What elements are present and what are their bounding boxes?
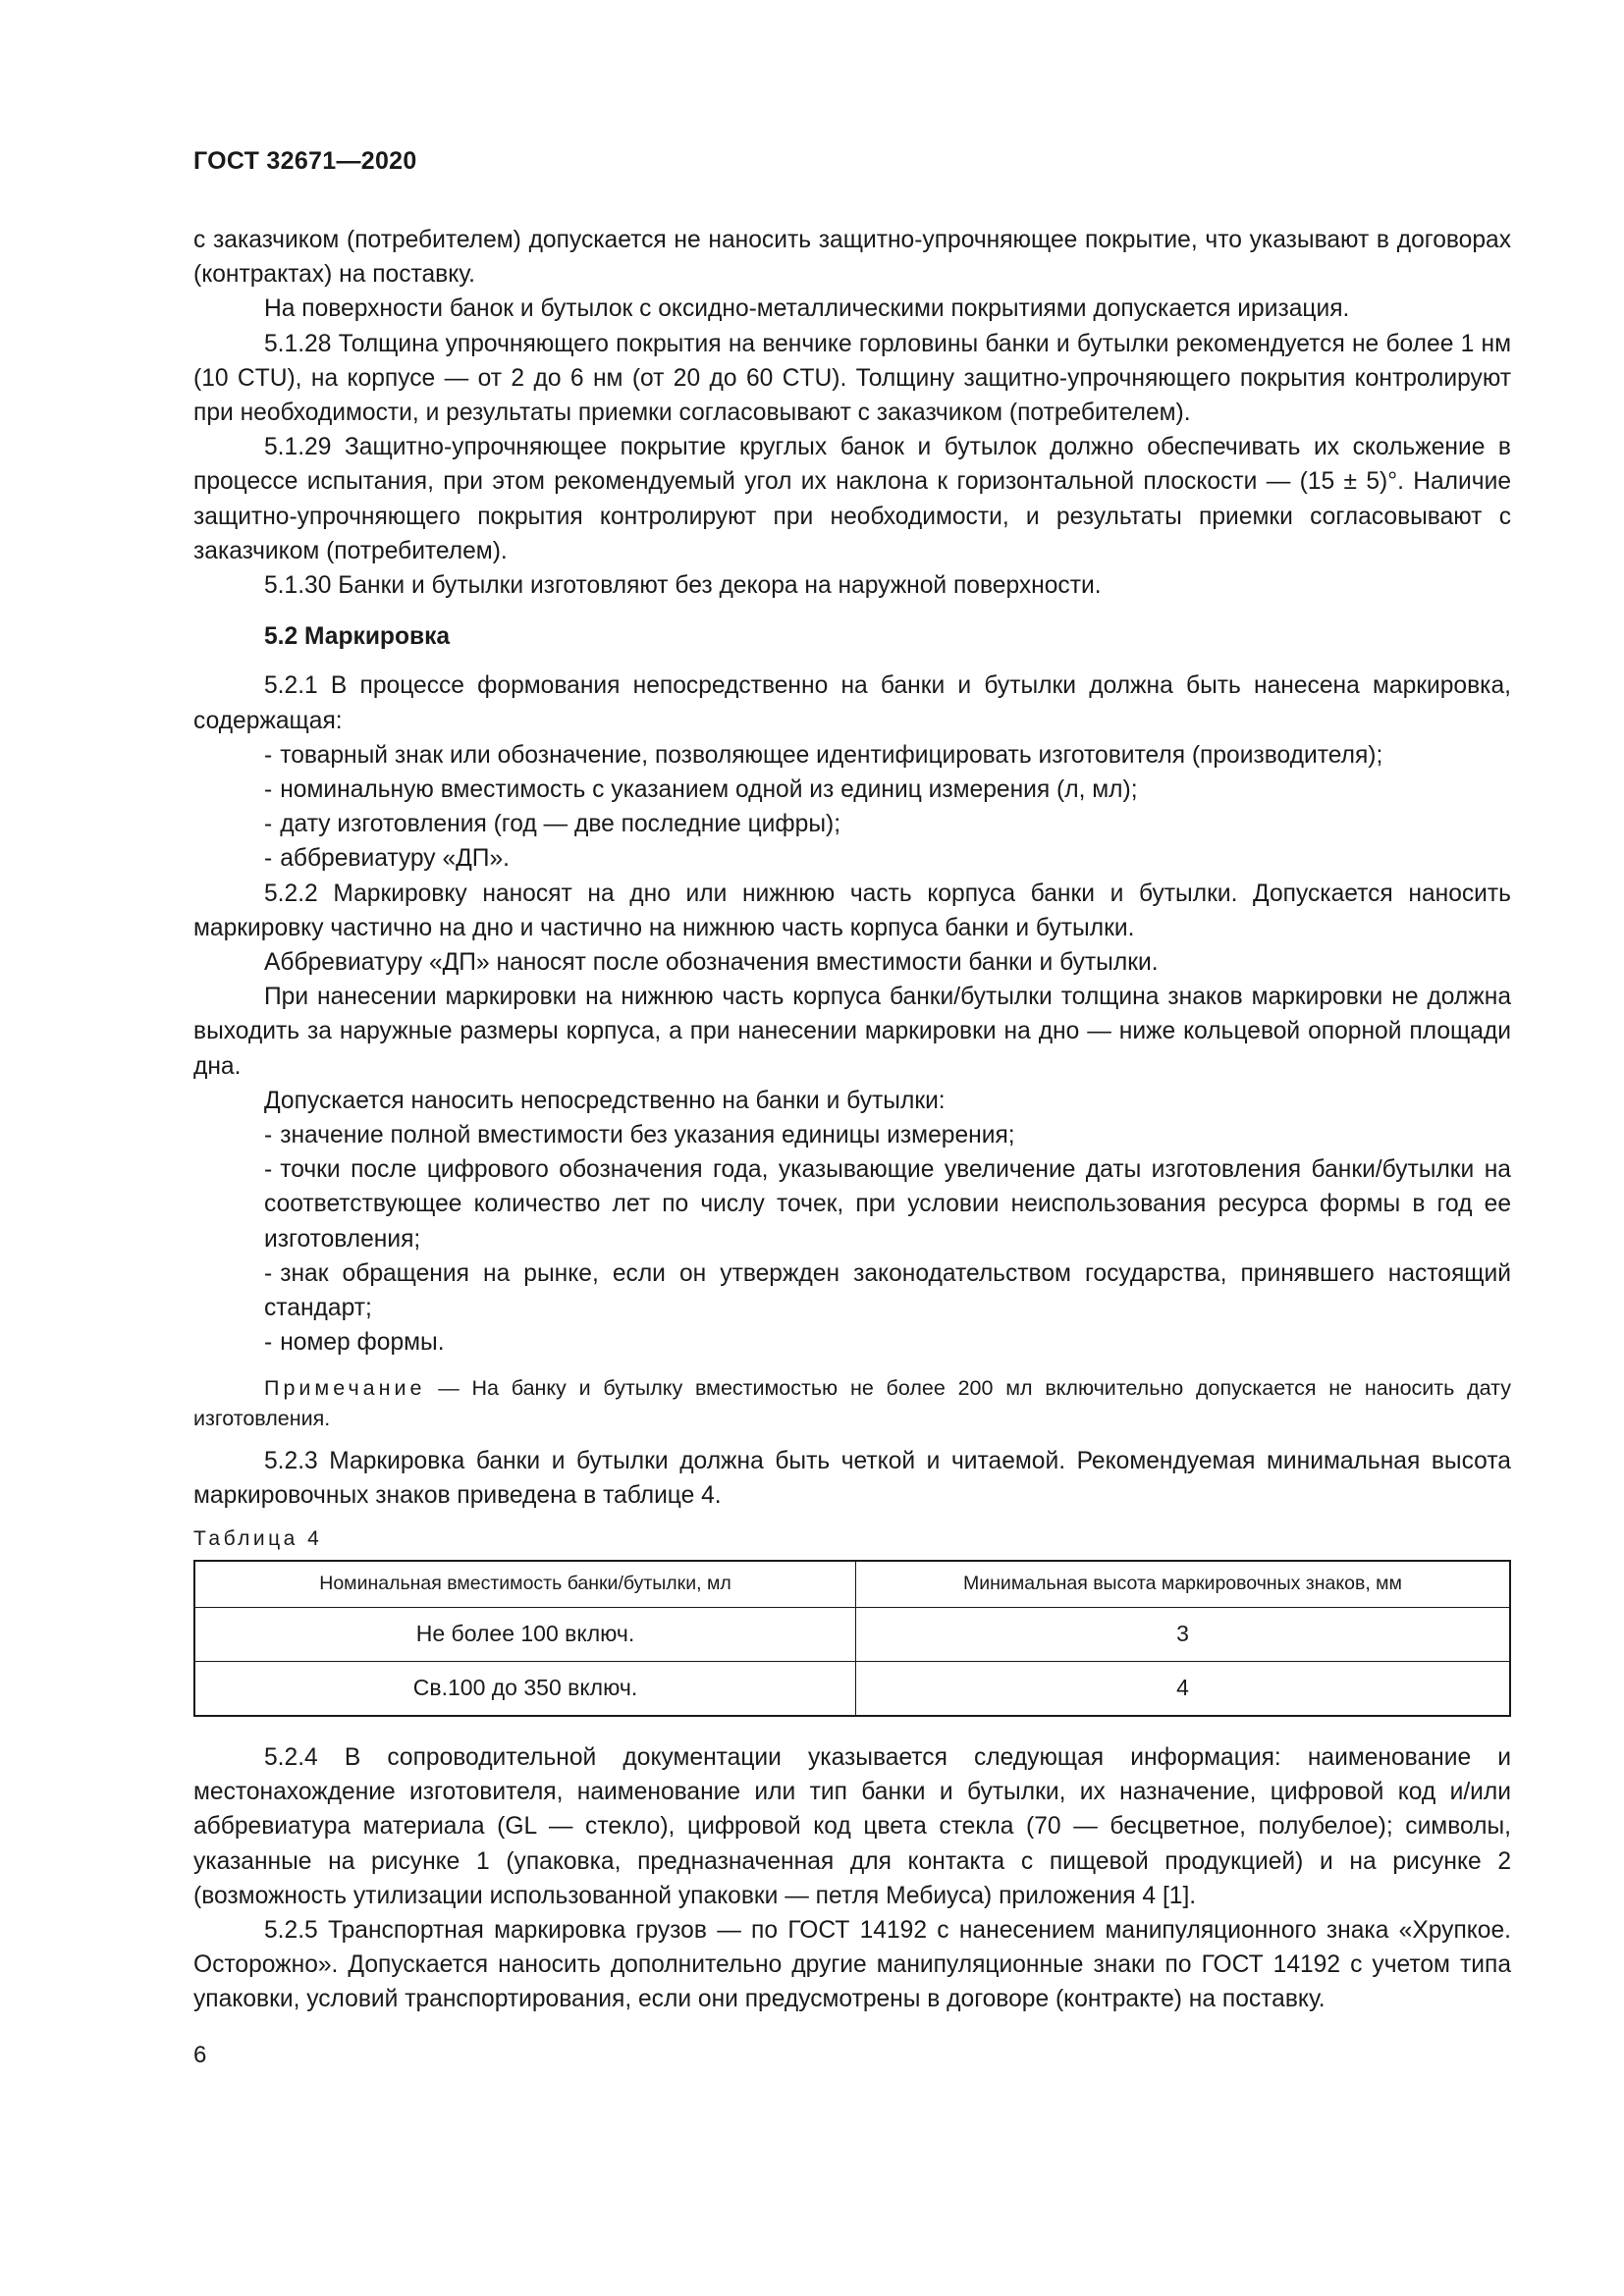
table-cell: 3 bbox=[856, 1607, 1511, 1661]
table-cell: Св.100 до 350 включ. bbox=[194, 1661, 856, 1716]
table-header-cell: Номинальная вместимость банки/бутылки, мл bbox=[194, 1561, 856, 1608]
table-caption: Таблица 4 bbox=[193, 1526, 323, 1550]
paragraph: Допускается наносить непосредственно на банки и бутылки: bbox=[264, 1087, 946, 1114]
list-item: - знак обращения на рынке, если он утвержден законодательством государства, принявшего настоящий стандарт; bbox=[264, 1259, 1511, 1322]
document-header: ГОСТ 32671—2020 bbox=[193, 147, 417, 175]
list-item: - номинальную вместимость с указанием одной из единиц измерения (л, мл); bbox=[264, 776, 1138, 804]
table-header-row bbox=[194, 1561, 1510, 1608]
list-item: - значение полной вместимости без указания единицы измерения; bbox=[264, 1122, 1015, 1149]
note-label: Примечание bbox=[264, 1375, 426, 1400]
table-row bbox=[194, 1607, 1510, 1661]
paragraph: с заказчиком (потребителем) допускается не наносить защитно-упрочняющее покрытие, что указывают в договорах (контрактах) на поставку. bbox=[193, 227, 1511, 289]
list-item: - товарный знак или обозначение, позволяющее идентифицировать изготовителя (производителя); bbox=[264, 741, 1383, 769]
paragraph-5-2-3: 5.2.3 Маркировка банки и бутылки должна быть четкой и читаемой. Рекомендуемая минимальная высота маркировочных знаков приведена в таблице 4. bbox=[193, 1447, 1511, 1509]
list-dash: - bbox=[264, 811, 273, 838]
list-item: - номер формы. bbox=[264, 1329, 445, 1357]
list-dash: - bbox=[264, 741, 273, 769]
table-header-cell: Минимальная высота маркировочных знаков, мм bbox=[856, 1561, 1511, 1608]
paragraph-5-1-30: 5.1.30 Банки и бутылки изготовляют без декора на наружной поверхности. bbox=[264, 572, 1102, 600]
list-dash: - bbox=[264, 1329, 273, 1357]
document-body bbox=[193, 223, 1511, 2017]
list-dash: - bbox=[264, 845, 273, 873]
paragraph-5-2-5: 5.2.5 Транспортная маркировка грузов — по ГОСТ 14192 с нанесением манипуляционного знака «Хрупкое. Осторожно». Допускается наносить дополнительно другие манипуляционные знаки по ГОСТ 14192 с учетом типа упаковки, условий транспортирования, если они предусмотрены в договоре (контракте) на поставку. bbox=[193, 1916, 1511, 2013]
list-item: - точки после цифрового обозначения года, указывающие увеличение даты изготовления банки/бутылки на соответствующее количество лет по числу точек, при условии неиспользования ресурса формы в год ее изготовления; bbox=[264, 1156, 1511, 1253]
paragraph-5-1-29: 5.1.29 Защитно-упрочняющее покрытие круглых банок и бутылок должно обеспечивать их скольжение в процессе испытания, при этом рекомендуемый угол их наклона к горизонтальной плоскости — (15 ± 5)°. Наличие защитно-упрочняющего покрытия контролируют при необходимости, и результаты приемки согласовывают с заказчиком (потребителем). bbox=[193, 434, 1511, 564]
note bbox=[193, 1373, 1511, 1434]
paragraph: При нанесении маркировки на нижнюю часть корпуса банки/бутылки толщина знаков маркировки не должна выходить за наружные размеры корпуса, а при нанесении маркировки на дно — ниже кольцевой опорной площади дна. bbox=[193, 984, 1511, 1080]
table-cell: 4 bbox=[856, 1661, 1511, 1716]
page-number: 6 bbox=[193, 2042, 207, 2068]
list-item: - дату изготовления (год — две последние цифры); bbox=[264, 811, 841, 838]
list-item: - аббревиатуру «ДП». bbox=[264, 845, 510, 873]
paragraph: Аббревиатуру «ДП» наносят после обозначения вместимости банки и бутылки. bbox=[264, 949, 1159, 977]
paragraph-5-2-4: 5.2.4 В сопроводительной документации указывается следующая информация: наименование и местонахождение изготовителя, наименование или тип банки и бутылки, их назначение, цифровой код и/или аббревиатура материала (GL — стекло), цифровой код цвета стекла (70 — бесцветное, полубелое); символы, указанные на рисунке 1 (упаковка, предназначенная для контакта с пищевой продукцией) и на рисунке 2 (возможность утилизации использованной упаковки — петля Мебиуса) приложения 4 [1]. bbox=[193, 1743, 1511, 1909]
list-dash: - bbox=[264, 1259, 273, 1287]
list-dash: - bbox=[264, 1122, 273, 1149]
section-heading: 5.2 Маркировка bbox=[264, 623, 451, 651]
table-row bbox=[194, 1661, 1510, 1716]
paragraph-5-2-1: 5.2.1 В процессе формования непосредственно на банки и бутылки должна быть нанесена маркировка, содержащая: bbox=[193, 672, 1511, 734]
marking-height-table bbox=[193, 1560, 1511, 1717]
list-dash: - bbox=[264, 1156, 273, 1184]
table-cell: Не более 100 включ. bbox=[194, 1607, 856, 1661]
paragraph-5-1-28: 5.1.28 Толщина упрочняющего покрытия на венчике горловины банки и бутылки рекомендуется не более 1 нм (10 CTU), на корпусе — от 2 до 6 нм (от 20 до 60 CTU). Толщину защитно-упрочняющего покрытия контролируют при необходимости, и результаты приемки согласовывают с заказчиком (потребителем). bbox=[193, 330, 1511, 427]
paragraph: На поверхности банок и бутылок с оксидно-металлическими покрытиями допускается иризация. bbox=[264, 295, 1350, 323]
paragraph-5-2-2: 5.2.2 Маркировку наносят на дно или нижнюю часть корпуса банки и бутылки. Допускается наносить маркировку частично на дно и частично на нижнюю часть корпуса банки и бутылки. bbox=[193, 880, 1511, 941]
list-dash: - bbox=[264, 776, 273, 804]
note-text: — На банку и бутылку вместимостью не более 200 мл включительно допускается не наносить дату изготовления. bbox=[193, 1375, 1511, 1430]
